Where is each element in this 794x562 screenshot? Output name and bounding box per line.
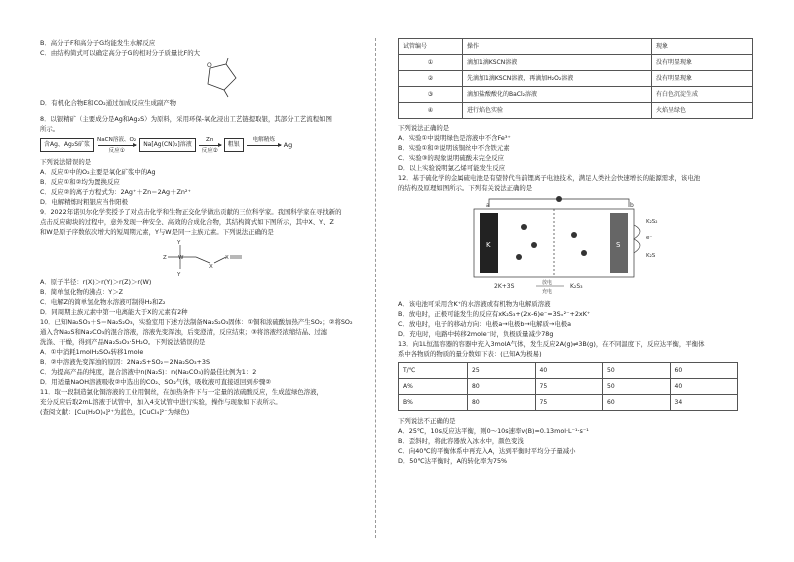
- svg-text:O: O: [207, 62, 212, 69]
- q13-option-a: A．25℃，10s反应达平衡，则0～10s速率v(B)=0.13mol·L⁻¹·s⁻¹: [398, 427, 589, 435]
- table-cell: 60: [670, 363, 738, 379]
- q9-stem-line1: 9．2022年诺贝尔化学奖授予了对点击化学和生物正交化学做出贡献的三位科学家。我国科学家在寻找新的: [40, 208, 342, 216]
- equation-discharge: 放电: [542, 280, 553, 286]
- q9-structure: [160, 237, 250, 277]
- table-cell: 没有明显现象: [652, 71, 753, 87]
- q9-atom-y1: Y: [177, 240, 181, 246]
- q8-stem-line2: 所示。: [40, 125, 60, 133]
- table-header-cell: 操作: [463, 39, 652, 55]
- option-c-prev: C．由结构简式可以确定高分子G的相对分子质量比F的大: [40, 49, 201, 57]
- q11-note: (查阅文献：[Cu(H₂O)₄]²⁺为蓝色，[CuCl₄]²⁻为绿色): [40, 408, 190, 416]
- table-cell: 80: [468, 379, 536, 395]
- table-cell: 50: [603, 363, 671, 379]
- k2s2-label: K₂S₂: [646, 219, 658, 225]
- table-row: [399, 87, 753, 103]
- table-header-row: [399, 39, 753, 55]
- q9-option-b: B．简单氢化物的沸点：Y＞Z: [40, 288, 123, 296]
- table-header-cell: 现象: [652, 39, 753, 55]
- table-cell: 80: [468, 395, 536, 411]
- q10-option-b: B．②中溶液先变浑浊的原因：2Na₂S+SO₂＝2Na₂SO₃+3S: [40, 358, 211, 366]
- table-cell: 25: [468, 363, 536, 379]
- q8-stem-line1: 8．以银精矿（主要成分是Ag和Ag₂S）为原料，采用环保-氧化浸出工艺链提取银，其部分工艺流程如图: [40, 115, 332, 123]
- table-cell: 75: [535, 379, 603, 395]
- q13-stem-line1: 13．向1L恒温容器的容器中充入3molA气体，发生反应2A(g)⇌3B(g)，在不同温度下，反应达平衡，平衡体: [398, 340, 705, 348]
- table-cell: 有白色沉淀生成: [652, 87, 753, 103]
- k-electrode-label: K: [486, 241, 491, 249]
- table-row: [399, 71, 753, 87]
- table-cell: 60: [603, 395, 671, 411]
- q10-option-d: D．用适量NaOH溶液吸收②中选出的CO₂、SO₂气体，吸收液可直接返回到步骤②: [40, 378, 272, 386]
- k2s-label: K₂S: [646, 253, 656, 259]
- electron-label: e⁻: [646, 235, 653, 241]
- q9-atom-x1: X: [209, 264, 213, 270]
- q11-experiment-table: [398, 38, 753, 119]
- q10-option-c: C．为提高产品的纯度，混合溶液中n(Na₂S)：n(Na₂CO₃)的最佳比例为1：2: [40, 368, 257, 376]
- table-cell: 滴加1滴KSCN溶液: [463, 55, 652, 71]
- electrode-b-label: b: [630, 202, 634, 209]
- flow-arrow-2: [199, 135, 221, 156]
- table-cell: 50: [603, 379, 671, 395]
- right-column: [398, 38, 753, 466]
- q13-option-b: B．歪斜时，将此容器放入冰水中，颜色变浅: [398, 437, 524, 445]
- table-row: [399, 379, 738, 395]
- q8-option-b: B．反应①和②均为置换反应: [40, 178, 120, 186]
- battery-diagram: [464, 195, 664, 295]
- table-row: [399, 103, 753, 119]
- flow-arrow-3: [247, 135, 281, 156]
- flow-arrow-1-top: NaCN溶液、O₂: [97, 136, 137, 143]
- option-d-prev: D．有机化合物E和CO₂通过加成反应生成副产物: [40, 99, 177, 107]
- q12-option-d: D．充电时，电路中转移2mole⁻时，负极质量减少78g: [398, 330, 554, 338]
- table-header-cell: 试管编号: [399, 39, 463, 55]
- q9-option-a: A．原子半径：r(X)＞r(Y)＞r(Z)＞r(W): [40, 278, 152, 286]
- q11-stem-line1: 11．取一段制造氯化铜溶液的工业用铜丝，在加热条件下与一定量的浓硫酸反应，生成蓝绿色溶液，: [40, 388, 323, 396]
- q11-option-a: A．实验①中说明绿色是溶液中不含Fe³⁺: [398, 134, 511, 142]
- table-cell: 没有明显现象: [652, 55, 753, 71]
- q8-option-c: C．反应②的离子方程式为：2Ag⁺＋Zn＝2Ag＋Zn²⁺: [40, 188, 191, 196]
- q8-option-d: D．电解精炼时粗银应当作阳极: [40, 198, 128, 206]
- flow-arrow-3-top: 电解精炼: [252, 136, 275, 143]
- table-cell: 滴加盐酸酸化的BaCl₂溶液: [463, 87, 652, 103]
- table-cell: T/℃: [399, 363, 468, 379]
- table-cell: ②: [399, 71, 463, 87]
- flow-arrow-1-bottom: 反应①: [108, 147, 125, 154]
- table-cell: 火焰呈绿色: [652, 103, 753, 119]
- table-cell: B%: [399, 395, 468, 411]
- q13-option-d: D．50℃达平衡时，A的转化率为75%: [398, 457, 508, 465]
- q10-option-a: A．①中消耗1molH₂SO₄转移1mole: [40, 348, 144, 356]
- flow-arrow-2-bottom: 反应②: [201, 147, 218, 154]
- q9-atom-x2: X: [225, 255, 229, 261]
- q9-option-c: C．电解Z的简单氢化物水溶液可制得H₂和Z₂: [40, 298, 166, 306]
- q9-option-d: D．同周期主族元素中第一电离能大于X的元素有2种: [40, 308, 188, 316]
- table-cell: A%: [399, 379, 468, 395]
- q8-question: 下列说法错误的是: [40, 158, 92, 166]
- flow-crude-box: 粗银: [224, 138, 244, 152]
- q9-atom-z: Z: [163, 255, 167, 261]
- option-b-prev: B．高分子F和高分子G均能发生水解反应: [40, 39, 156, 47]
- table-cell: 75: [535, 395, 603, 411]
- q9-atom-w: W: [178, 255, 184, 261]
- q13-question: 下列说法不正确的是: [398, 417, 456, 425]
- q9-stem-line3: 和W是原子序数依次增大的短周期元素，Y与W是同一主族元素。下列说法正确的是: [40, 228, 274, 236]
- q10-stem-line3: 洗涤、干燥，得到产品Na₂S₂O₃·5H₂O。下列说法错误的是: [40, 338, 206, 346]
- flow-arrow-2-top: Zn: [206, 136, 214, 143]
- q10-stem-line1: 10．已知Na₂SO₃＋S＝Na₂S₂O₃，实验室用下述方法制备Na₂S₂O₃固体：①铜和浓硫酸加热产生SO₂；②将SO₂: [40, 318, 353, 326]
- table-cell: 34: [670, 395, 738, 411]
- q11-question: 下列说法正确的是: [398, 124, 450, 132]
- s-electrode-label: S: [616, 241, 621, 249]
- left-column: [40, 38, 370, 417]
- table-cell: 先滴加1滴KSCN溶液，再滴加H₂O₂溶液: [463, 71, 652, 87]
- q11-option-c: C．实验③的现象说明硫酸未完全反应: [398, 154, 505, 162]
- q12-stem-line2: 的结构及原理如图所示。下列有关说法正确的是: [398, 184, 533, 192]
- table-cell: ④: [399, 103, 463, 119]
- flow-end: Ag: [283, 141, 293, 149]
- table-row: [399, 55, 753, 71]
- table-cell: ①: [399, 55, 463, 71]
- q8-flowchart: [40, 137, 370, 153]
- flow-start-box: 含Ag、Ag₂S矿浆: [40, 138, 94, 152]
- electrode-a-label: a: [486, 202, 490, 209]
- table-cell: 40: [670, 379, 738, 395]
- column-divider: [375, 38, 376, 538]
- table-cell: 40: [535, 363, 603, 379]
- q12-option-c: C．放电时，电子的移动方向：电极a→电极b→电解质→电极a: [398, 320, 572, 328]
- q12-stem-line1: 12．基于硫化学的金属硫电池是有望替代当前锂离子电池技术，满足人类社会快速增长的能源需求，该电池: [398, 174, 701, 182]
- flow-arrow-1: [97, 135, 136, 156]
- q10-stem-line2: 通入含Na₂S和Na₂CO₃的混合溶液，溶液先变浑浊，后变澄清，反应结束；③将溶液经浓缩结晶、过滤: [40, 328, 328, 336]
- q11-option-d: D．以上实验说明氯乙烯可能发生反应: [398, 164, 506, 172]
- q11-option-b: B．实验①和②说明该铜丝中不含铁元素: [398, 144, 510, 152]
- table-row: [399, 395, 738, 411]
- q9-atom-y2: Y: [177, 272, 181, 277]
- q13-option-c: C．向40℃的平衡体系中再充入A，达到平衡时平均分子量减小: [398, 447, 576, 455]
- q12-option-b: B．放电时，正极可能发生的反应有xK₂S₃+(2x-6)e⁻=3Sₓ²⁻+2xK⁺: [398, 310, 591, 318]
- table-cell: ③: [399, 87, 463, 103]
- lactone-structure: [190, 58, 250, 98]
- equation-left: 2K+3S: [494, 283, 515, 290]
- equation-right: K₂S₃: [570, 283, 583, 290]
- q8-option-a: A．反应①中的O₂主要是氧化矿浆中的Ag: [40, 168, 156, 176]
- flow-mid-box: Na[Ag(CN)₂]溶液: [139, 138, 196, 152]
- q12-option-a: A．该电池可采用含K⁺的水溶液或有机物为电解质溶液: [398, 300, 551, 308]
- q13-stem-line2: 系中各物质的物质的量分数如下表：(已知A为极易): [398, 350, 542, 358]
- q9-stem-line2: 点击反应砌块的过程中，意外发现一种安全、高效的合成化合物，其结构简式如下图所示，其中X、Y、Z: [40, 218, 334, 226]
- table-cell: 进行焰色实验: [463, 103, 652, 119]
- table-row: [399, 363, 738, 379]
- q13-equilibrium-table: [398, 362, 738, 411]
- q11-stem-line2: 充分反应后取2mL溶液于试管中，加入4支试管中进行实验，操作与现象如下表所示。: [40, 398, 282, 406]
- equation-charge: 充电: [542, 289, 553, 295]
